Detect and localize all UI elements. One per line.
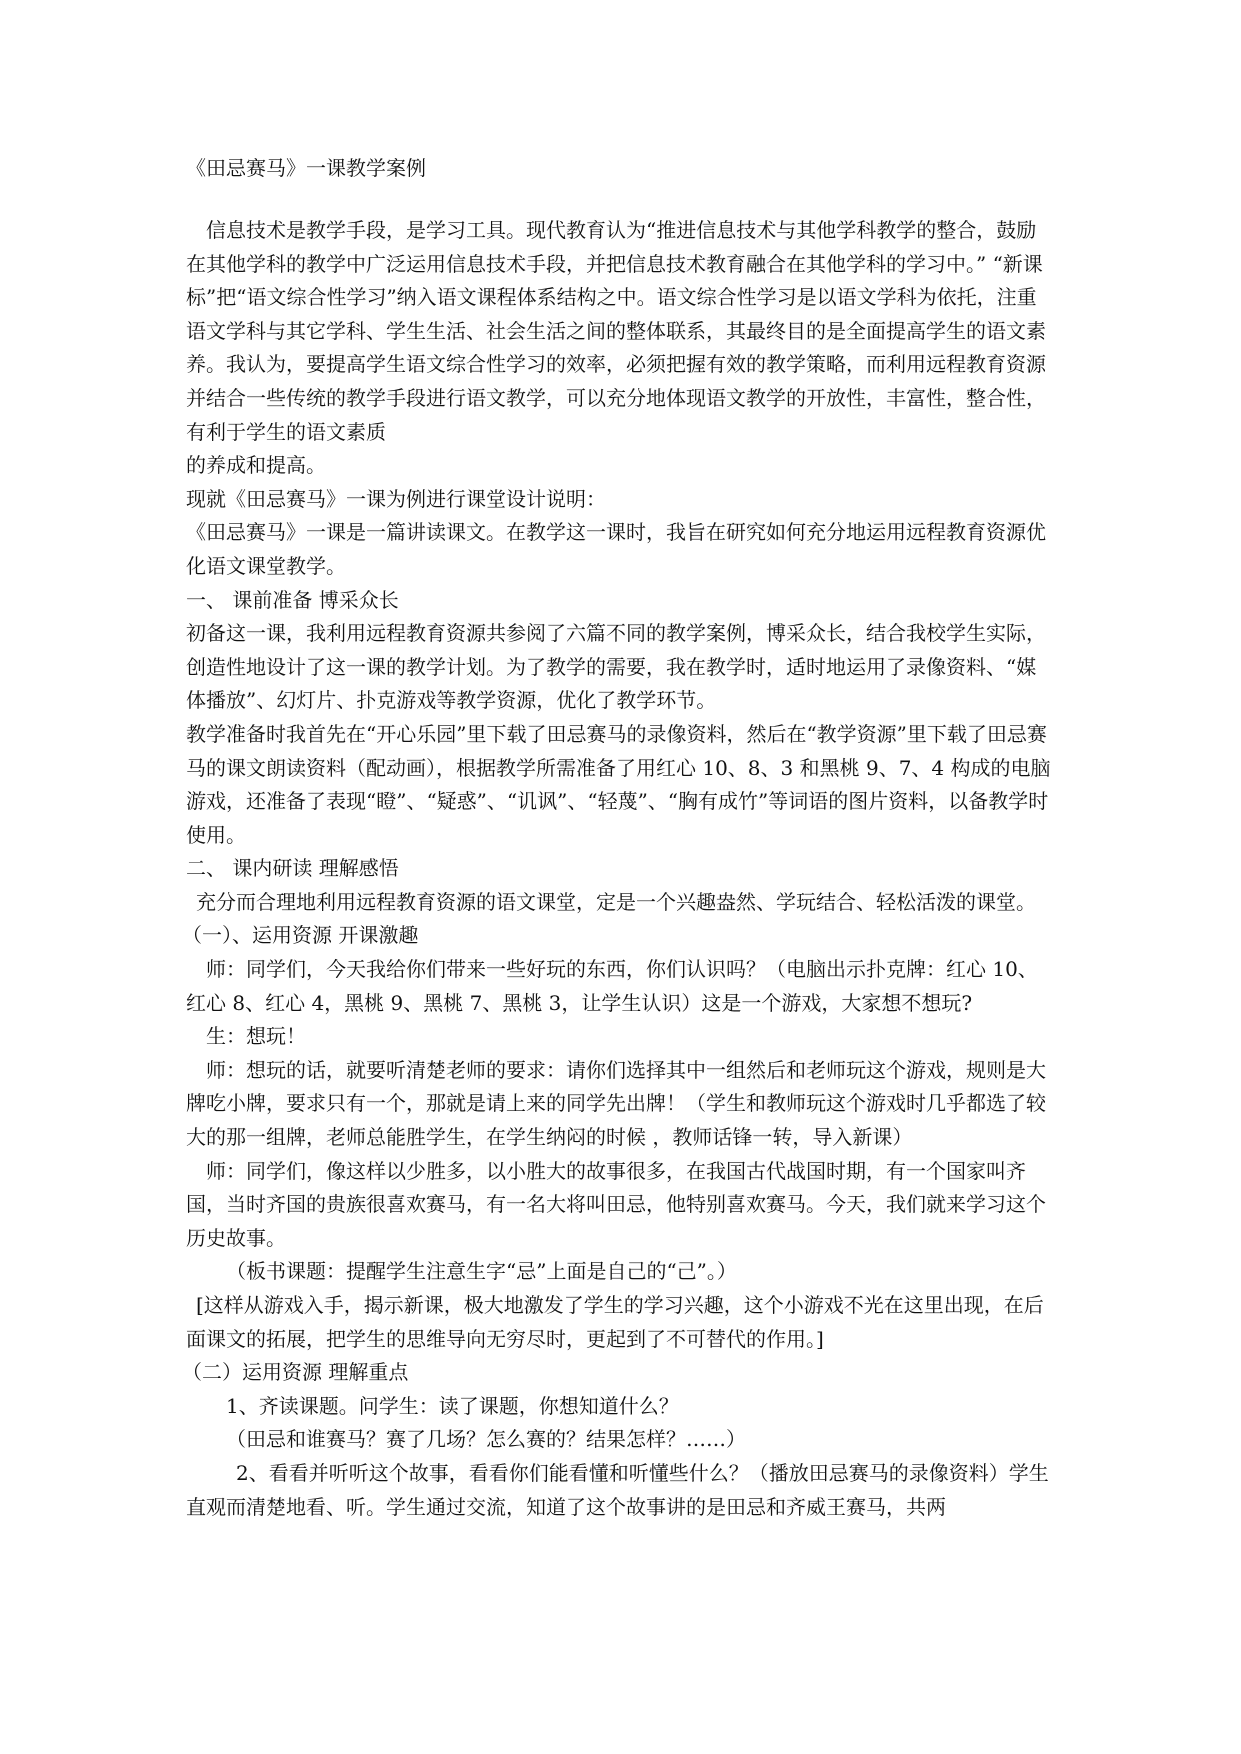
subsection-heading-1: （一）、运用资源 开课激趣 [182,923,419,948]
section-heading-1: 一、 课前准备 博采众长 [186,587,399,612]
paragraph-lesson-type: 《田忌赛马》一课是一篇讲读课文。在教学这一课时，我旨在研究如何充分地运用远程教育资源优化语文课堂教学。 [186,520,1046,578]
paragraph-teacher-1: 师：同学们，今天我给你们带来一些好玩的东西，你们认识吗？（电脑出示扑克牌：红心 10、红心 8、红心 4，黑桃 9、黑桃 7、黑桃 3，让学生认识）这是一个游戏，大家想不想玩? [186,957,1038,1015]
paragraph-preparation: 初备这一课，我利用远程教育资源共参阅了六篇不同的教学案例，博采众长，结合我校学生实际，创造性地设计了这一课的教学计划。为了教学的需要，我在教学时，适时地运用了录像资料、“媒体播放”、幻灯片、扑克游戏等教学资源，优化了教学环节。 [186,621,1046,713]
document-body [182,214,1056,1524]
paragraph-step-1-questions: （田忌和谁赛马？赛了几场？怎么赛的？结果怎样？……） [226,1427,746,1452]
paragraph-teacher-3: 师：同学们，像这样以少胜多，以小胜大的故事很多，在我国古代战国时期，有一个国家叫齐国，当时齐国的贵族很喜欢赛马，有一名大将叫田忌，他特别喜欢赛马。今天，我们就来学习这个历史故事。 [186,1158,1046,1250]
paragraph-resources: 教学准备时我首先在“开心乐园”里下载了田忌赛马的录像资料，然后在“教学资源”里下载了田忌赛马的课文朗读资料（配动画），根据教学所需准备了用红心 10、8、3 和黑桃 9、7、4 构成的电脑游戏，还准备了表现“瞪”、“疑惑”、“讥讽”、“轻蔑”、“胸有成竹”等词语的图片资料，以备教学时使用。 [186,721,1051,847]
paragraph-commentary: [这样从游戏入手，揭示新课，极大地激发了学生的学习兴趣，这个小游戏不光在这里出现，在后面课文的拓展，把学生的思维导向无穷尽时，更起到了不可替代的作用。] [186,1293,1044,1351]
paragraph-step-2: 2、看看并听听这个故事，看看你们能看懂和听懂些什么？（播放田忌赛马的录像资料）学生直观而清楚地看、听。学生通过交流，知道了这个故事讲的是田忌和齐威王赛马，共两 [186,1460,1049,1519]
paragraph-intro: 信息技术是教学手段，是学习工具。现代教育认为“推进信息技术与其他学科教学的整合，鼓励在其他学科的教学中广泛运用信息技术手段，并把信息技术教育融合在其他学科的学习中。” “新课标”把“语文综合性学习”纳入语文课程体系结构之中。语文综合性学习是以语文学科为依托，注重语文学科与其它学科、学生生活、社会生活之间的整体联系，其最终目的是全面提高学生的语文素养。我认为，要提高学生语文综合性学习的效率，必须把握有效的教学策略，而利用远程教育资源并结合一些传统的教学手段进行语文教学，可以充分地体现语文教学的开放性，丰富性，整合性，有利于学生的语文素质 [186,218,1046,444]
paragraph-teacher-2: 师：想玩的话，就要听清楚老师的要求：请你们选择其中一组然后和老师玩这个游戏，规则是大牌吃小牌，要求只有一个，那就是请上来的同学先出牌！（学生和教师玩这个游戏时几乎都选了较大的那一组牌，老师总能胜学生，在学生纳闷的时候 ，教师话锋一转，导入新课） [186,1057,1046,1150]
document-title: 《田忌赛马》一课教学案例 [186,156,426,180]
section-heading-2: 二、 课内研读 理解感悟 [186,856,399,881]
paragraph-classroom: 充分而合理地利用远程教育资源的语文课堂，定是一个兴趣盎然、学玩结合、轻松活泼的课堂。 [196,889,1036,914]
paragraph-design-note: 现就《田忌赛马》一课为例进行课堂设计说明： [186,486,606,511]
paragraph-student-1: 生：想玩！ [206,1024,306,1049]
subsection-heading-2: （二）运用资源 理解重点 [182,1360,409,1385]
paragraph-step-1: 1、齐读课题。问学生：读了课题，你想知道什么？ [226,1393,679,1418]
paragraph-intro-end: 的养成和提高。 [186,453,326,478]
paragraph-board-note: （板书课题：提醒学生注意生字“忌”上面是自己的“己”。） [226,1259,737,1284]
